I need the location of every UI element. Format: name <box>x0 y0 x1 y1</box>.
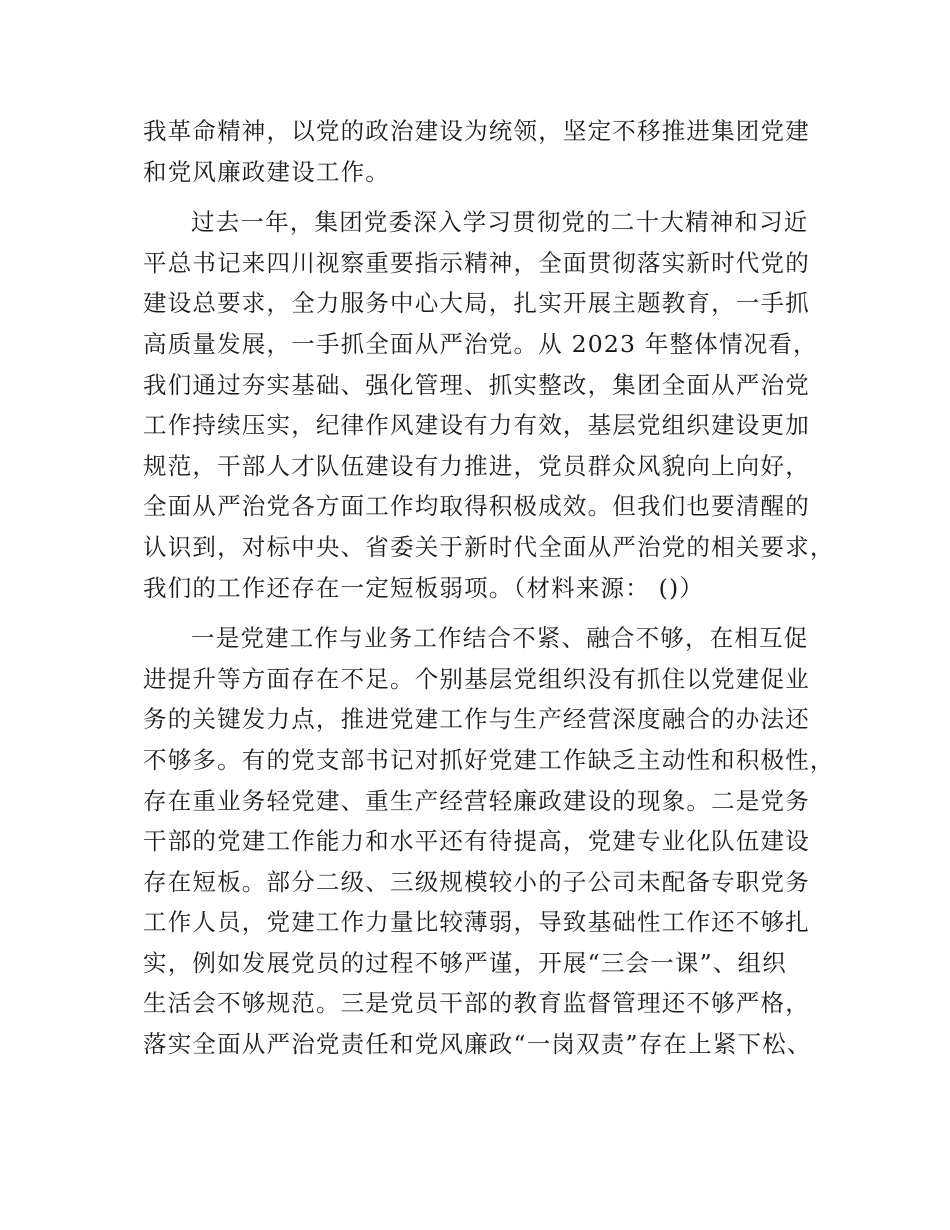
text-line: 落实全面从严治党责任和党风廉政“一岗双责”存在上紧下松、 <box>143 1030 812 1059</box>
text-line: 认识到，对标中央、省委关于新时代全面从严治党的相关要求， <box>143 532 835 561</box>
text-line: 生活会不够规范。三是党员干部的教育监督管理还不够严格， <box>143 989 810 1018</box>
text-line: 存在重业务轻党建、重生产经营轻廉政建设的现象。二是党务 <box>143 786 810 815</box>
text-line: 干部的党建工作能力和水平还有待提高，党建专业化队伍建设 <box>143 827 810 856</box>
text-line: 存在短板。部分二级、三级规模较小的子公司未配备专职党务 <box>143 867 810 896</box>
text-line: 工作持续压实，纪律作风建设有力有效，基层党组织建设更加 <box>143 411 810 440</box>
text-line: 我们的工作还存在一定短板弱项。（材料来源： ()） <box>143 573 705 602</box>
text-line: 不够多。有的党支部书记对抓好党建工作缺乏主动性和积极性， <box>143 745 835 774</box>
text-line: 务的关键发力点，推进党建工作与生产经营深度融合的办法还 <box>143 705 810 734</box>
document-body <box>143 111 835 1065</box>
paragraph <box>143 202 835 608</box>
text-line: 一是党建工作与业务工作结合不紧、融合不够，在相互促 <box>191 624 809 653</box>
text-line: 平总书记来四川视察重要指示精神，全面贯彻落实新时代党的 <box>143 248 810 277</box>
text-line: 工作人员，党建工作力量比较薄弱，导致基础性工作还不够扎 <box>143 908 810 937</box>
text-line: 过去一年，集团党委深入学习贯彻党的二十大精神和习近 <box>191 208 809 237</box>
text-line: 我革命精神，以党的政治建设为统领，坚定不移推进集团党建 <box>143 117 810 145</box>
text-line: 和党风廉政建设工作。 <box>143 157 390 186</box>
text-line: 建设总要求，全力服务中心大局，扎实开展主题教育，一手抓 <box>143 289 810 318</box>
text-line: 实，例如发展党员的过程不够严谨，开展“三会一课”、组织 <box>143 948 787 977</box>
text-line: 我们通过夯实基础、强化管理、抓实整改，集团全面从严治党 <box>143 370 810 399</box>
text-line: 高质量发展，一手抓全面从严治党。从 2023 年整体情况看， <box>143 329 818 358</box>
text-line: 规范，干部人才队伍建设有力推进，党员群众风貌向上向好， <box>143 451 810 480</box>
paragraph <box>143 618 835 1065</box>
text-line: 全面从严治党各方面工作均取得积极成效。但我们也要清醒的 <box>143 492 810 521</box>
text-line: 进提升等方面存在不足。个别基层党组织没有抓住以党建促业 <box>143 664 810 693</box>
paragraph <box>143 111 823 192</box>
